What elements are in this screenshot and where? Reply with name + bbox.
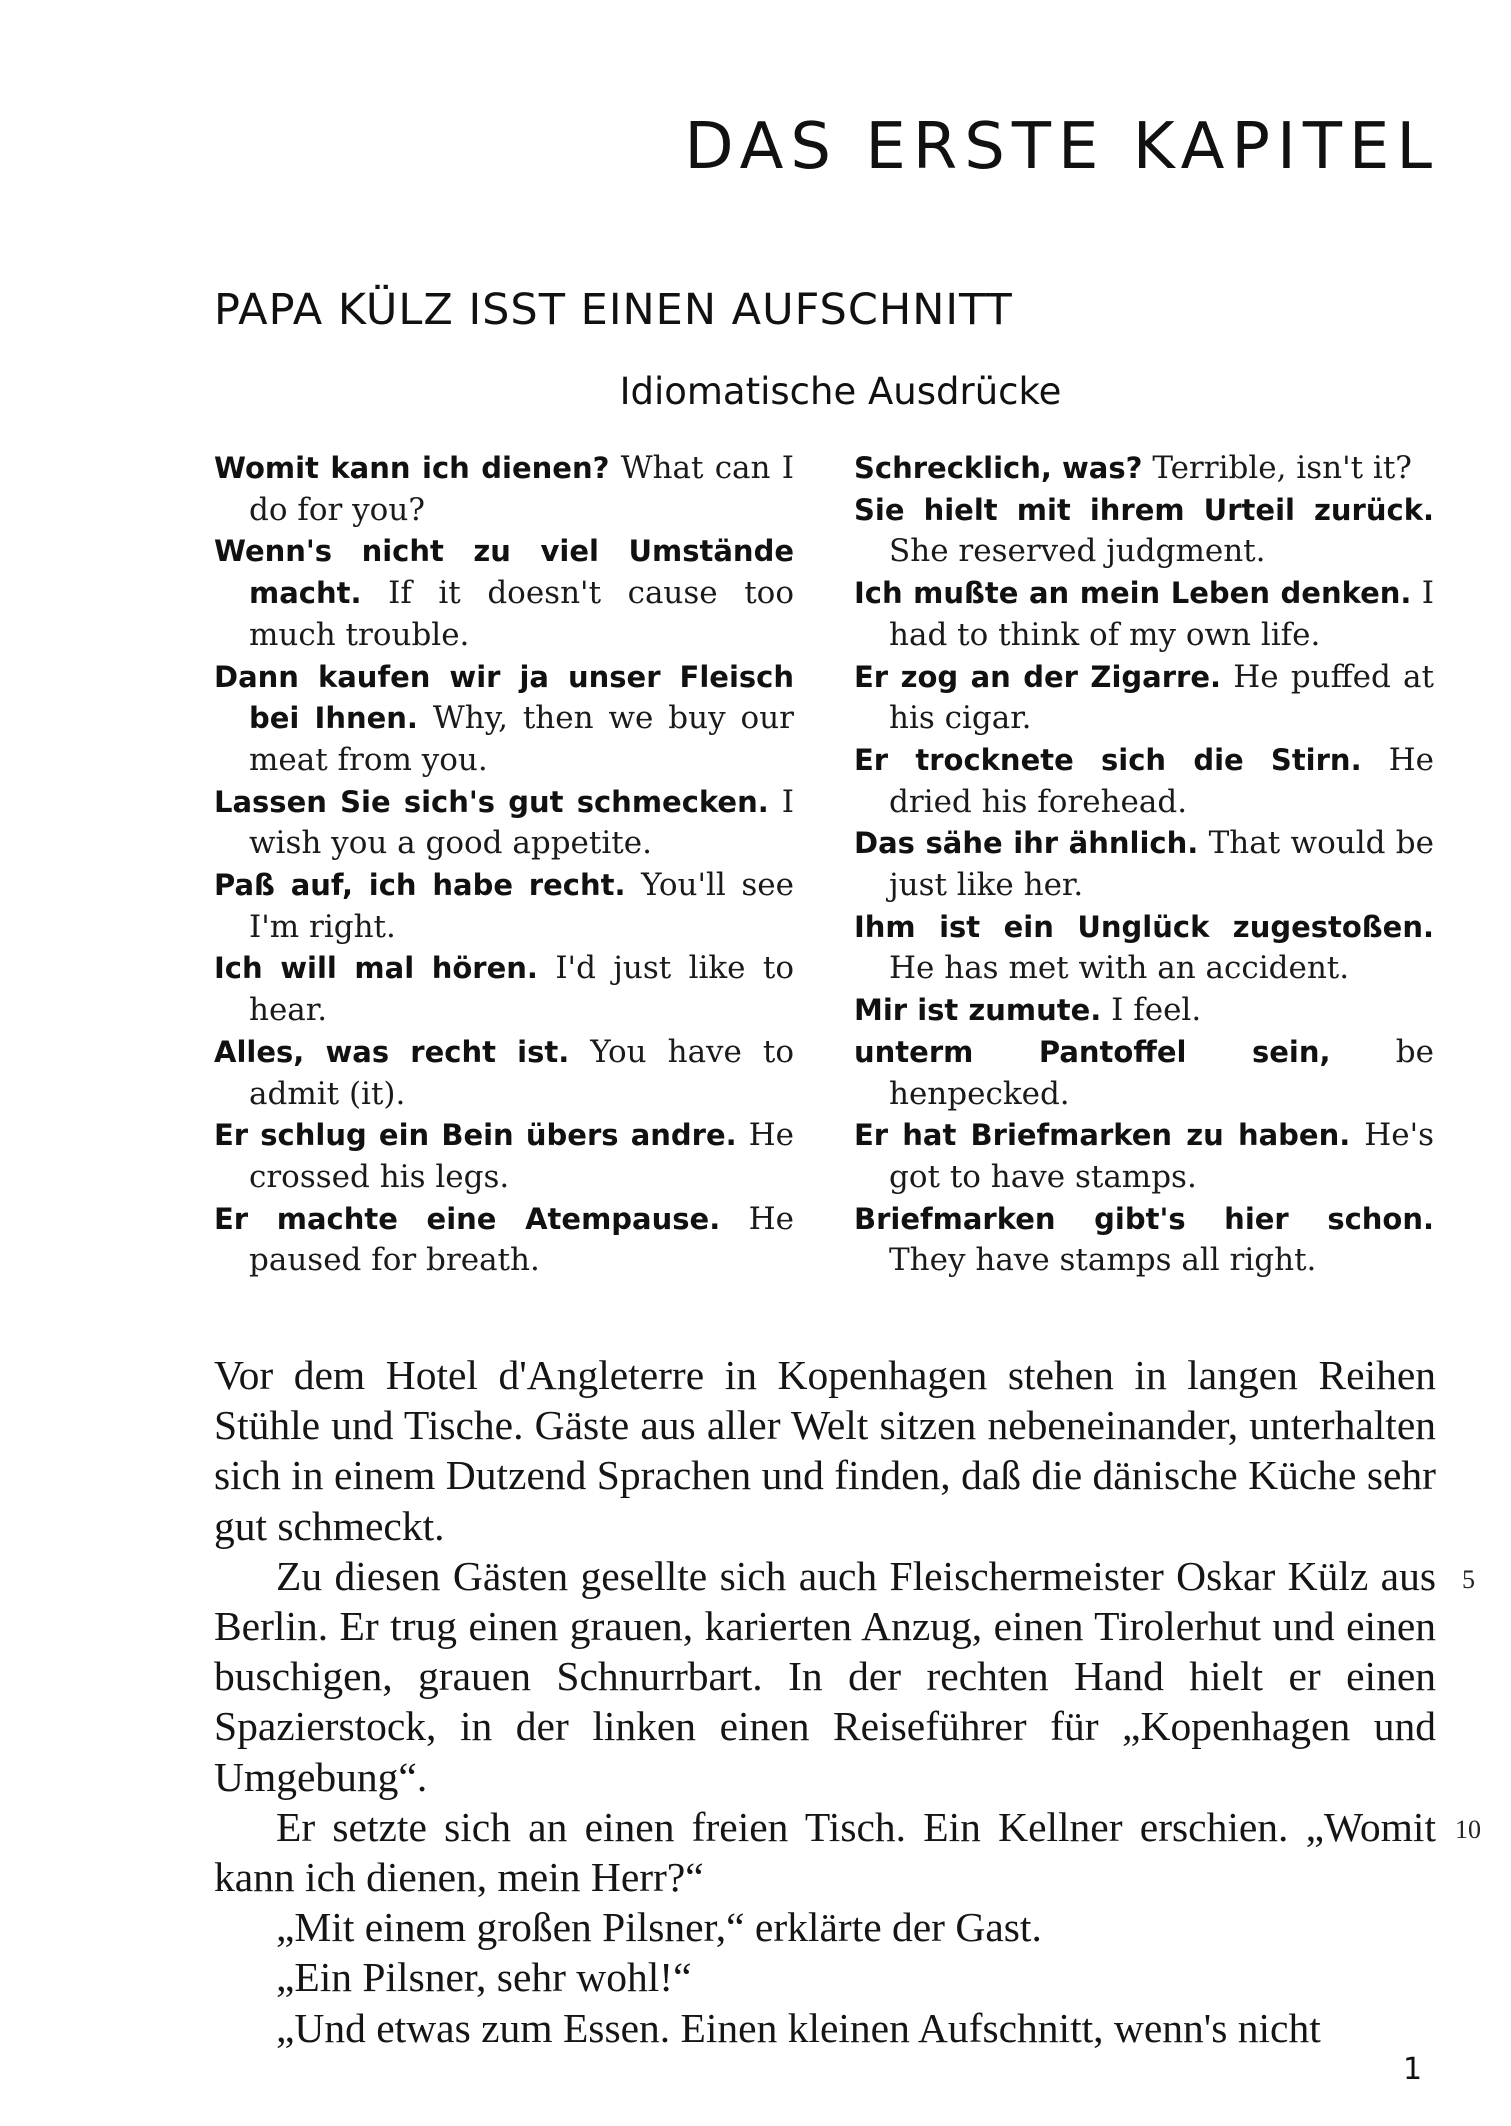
idiom-german: Dann kaufen wir ja unser Fleisch bei Ihnen. — [214, 659, 794, 736]
idiom-entry — [854, 907, 1434, 990]
chapter-title: DAS ERSTE KAPITEL — [684, 110, 1439, 184]
idiom-english: That would be just like her. — [889, 825, 1434, 904]
paragraph: „Und etwas zum Essen. Einen kleinen Aufschnitt, wenn's nicht — [276, 2004, 1321, 2051]
idiom-entry — [214, 1032, 794, 1115]
idiom-english: I wish you a good appetite. — [249, 783, 794, 862]
idiom-english: I'd just like to hear. — [249, 950, 794, 1029]
idiom-english: Why, then we buy our meat from you. — [249, 700, 794, 778]
idiom-german: Er machte eine Atempause. — [214, 1201, 721, 1236]
line-number: 5 — [1462, 1565, 1475, 1594]
paragraph: Vor dem Hotel d'Angleterre in Kopenhagen stehen in langen Reihen Stühle und Tische. Gäste aus aller Welt sitzen nebeneinander, unterhalten sich in einem Dutzend Sprachen und finden, daß die dänische Küche sehr gut schmeckt. — [214, 1352, 1436, 1549]
idioms-heading: Idiomatische Ausdrücke — [619, 370, 1062, 413]
idiom-entry — [214, 1199, 794, 1282]
idiom-german: unterm Pantoffel sein, — [854, 1034, 1331, 1069]
idiom-english: He crossed his legs. — [249, 1117, 794, 1195]
idiom-german: Paß auf, ich habe recht. — [214, 868, 626, 903]
idiom-german: Ihm ist ein Unglück zugestoßen. — [854, 909, 1434, 944]
idiom-german: Er trocknete sich die Stirn. — [854, 742, 1362, 777]
idiom-english: Terrible, isn't it? — [1152, 450, 1412, 486]
idiom-german: Schrecklich, was? — [854, 451, 1143, 485]
idiom-english: He has met with an accident. — [889, 950, 1350, 987]
idiom-german: Ich will mal hören. — [214, 951, 538, 986]
idiom-english: I feel. — [1111, 992, 1202, 1029]
idiom-entry — [854, 448, 1434, 490]
idiom-entry — [854, 1199, 1434, 1282]
idiom-entry — [214, 1115, 794, 1198]
idiom-entry — [214, 657, 794, 782]
idiom-german: Sie hielt mit ihrem Urteil zurück. — [854, 492, 1434, 527]
idiom-entry — [854, 823, 1434, 906]
idiom-entry — [214, 865, 794, 948]
idiom-german: Ich mußte an mein Leben denken. — [854, 576, 1412, 611]
idiom-entry — [854, 1032, 1434, 1115]
idiom-german: Wenn's nicht zu viel Umstände macht. — [214, 534, 794, 611]
idiom-english: He paused for breath. — [249, 1200, 795, 1279]
section-title: PAPA KÜLZ ISST EINEN AUFSCHNITT — [214, 285, 1013, 335]
idiom-english: They have stamps all right. — [889, 1242, 1317, 1279]
idiom-german: Briefmarken gibt's hier schon. — [854, 1201, 1434, 1236]
idiom-german: Alles, was recht ist. — [214, 1034, 570, 1069]
idiom-entry — [854, 573, 1434, 656]
idiom-english: I had to think of my own life. — [889, 575, 1434, 653]
line-number: 10 — [1455, 1815, 1481, 1844]
idiom-english: What can I do for you? — [249, 450, 794, 528]
idiom-english: You have to admit (it). — [249, 1033, 794, 1112]
page-number: 1 — [1403, 2052, 1423, 2087]
idiom-entry — [854, 740, 1434, 823]
idiom-german: Mir ist zumute. — [854, 993, 1102, 1028]
idiom-english: He puffed at his cigar. — [889, 658, 1434, 737]
idioms-column-left — [214, 448, 794, 1282]
paragraph: „Mit einem großen Pilsner,“ erklärte der Gast. — [276, 1904, 1042, 1951]
idiom-entry — [854, 657, 1434, 740]
idiom-entry — [214, 948, 794, 1031]
idioms-column-right — [854, 448, 1434, 1282]
idiom-english: You'll see I'm right. — [249, 867, 794, 945]
body-text — [214, 1350, 1436, 2053]
idiom-german: Er schlug ein Bein übers andre. — [214, 1118, 737, 1153]
paragraph: „Ein Pilsner, sehr wohl!“ — [276, 1954, 692, 2001]
idiom-german: Lassen Sie sich's gut schmecken. — [214, 784, 769, 819]
idiom-english: If it doesn't cause too much trouble. — [249, 575, 795, 653]
idiom-english: She reserved judgment. — [889, 533, 1266, 570]
idiom-english: be henpecked. — [889, 1033, 1434, 1112]
idiom-german: Das sähe ihr ähnlich. — [854, 826, 1199, 861]
idiom-entry — [214, 782, 794, 865]
idiom-entry — [214, 448, 794, 531]
idiom-entry — [214, 531, 794, 656]
paragraph: Zu diesen Gästen gesellte sich auch Fleischermeister Oskar Külz aus Berlin. Er trug einen grauen, karierten Anzug, einen Tirolerhut und einen buschigen, grauen Schnurrbart. In der rechten Hand hielt er einen Spazierstock, in der linken einen Reiseführer für „Kopenhagen und Umgebung“. — [214, 1552, 1436, 1800]
idioms-list — [214, 448, 1434, 1282]
idiom-entry — [854, 490, 1434, 573]
idiom-german: Womit kann ich dienen? — [214, 451, 610, 485]
idiom-entry — [854, 990, 1434, 1032]
idiom-english: He dried his forehead. — [889, 741, 1434, 820]
paragraph: Er setzte sich an einen freien Tisch. Ein Kellner erschien. „Womit kann ich dienen, mein Herr?“ — [214, 1803, 1436, 1901]
idiom-german: Er hat Briefmarken zu haben. — [854, 1118, 1351, 1153]
idiom-english: He's got to have stamps. — [889, 1117, 1434, 1195]
idiom-entry — [854, 1115, 1434, 1198]
idiom-german: Er zog an der Zigarre. — [854, 659, 1222, 694]
